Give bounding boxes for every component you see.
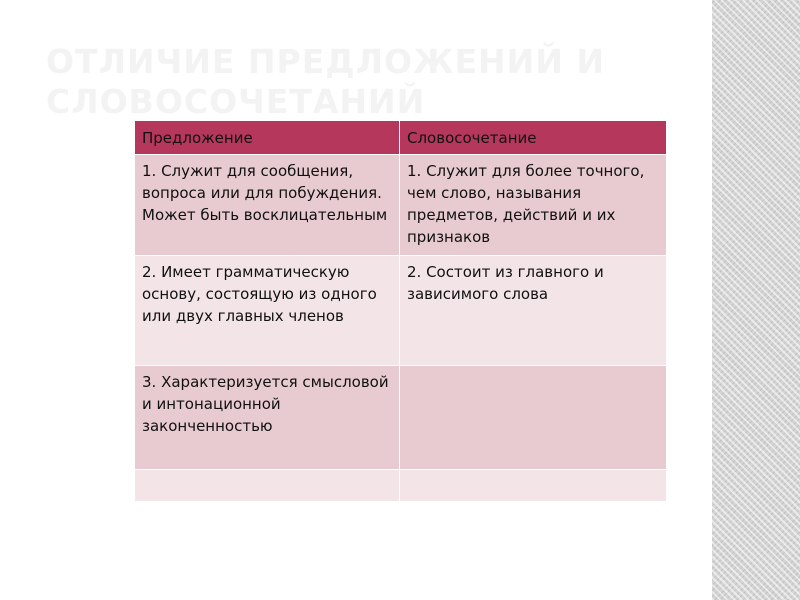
table-row	[135, 256, 667, 366]
slide-title: ОТЛИЧИЕ ПРЕДЛОЖЕНИЙ И СЛОВОСОЧЕТАНИЙ	[46, 42, 606, 121]
decorative-side-strip	[712, 0, 800, 600]
table-cell	[400, 470, 667, 502]
comparison-table	[134, 120, 667, 502]
header-phrase: Словосочетание	[400, 121, 667, 155]
table-cell	[400, 366, 667, 470]
table-row	[135, 155, 667, 256]
header-sentence: Предложение	[135, 121, 400, 155]
table-cell: 2. Состоит из главного и зависимого слова	[400, 256, 667, 366]
table-cell	[135, 470, 400, 502]
table-cell: 2. Имеет грамматическую основу, состоящую из одного или двух главных членов	[135, 256, 400, 366]
table-row	[135, 366, 667, 470]
table-cell: 3. Характеризуется смысловой и интонационной законченностью	[135, 366, 400, 470]
table-row	[135, 470, 667, 502]
table-cell: 1. Служит для сообщения, вопроса или для побуждения. Может быть восклицательным	[135, 155, 400, 256]
table-header-row	[135, 121, 667, 155]
table-cell: 1. Служит для более точного, чем слово, называния предметов, действий и их признаков	[400, 155, 667, 256]
comparison-table-container	[134, 120, 666, 502]
